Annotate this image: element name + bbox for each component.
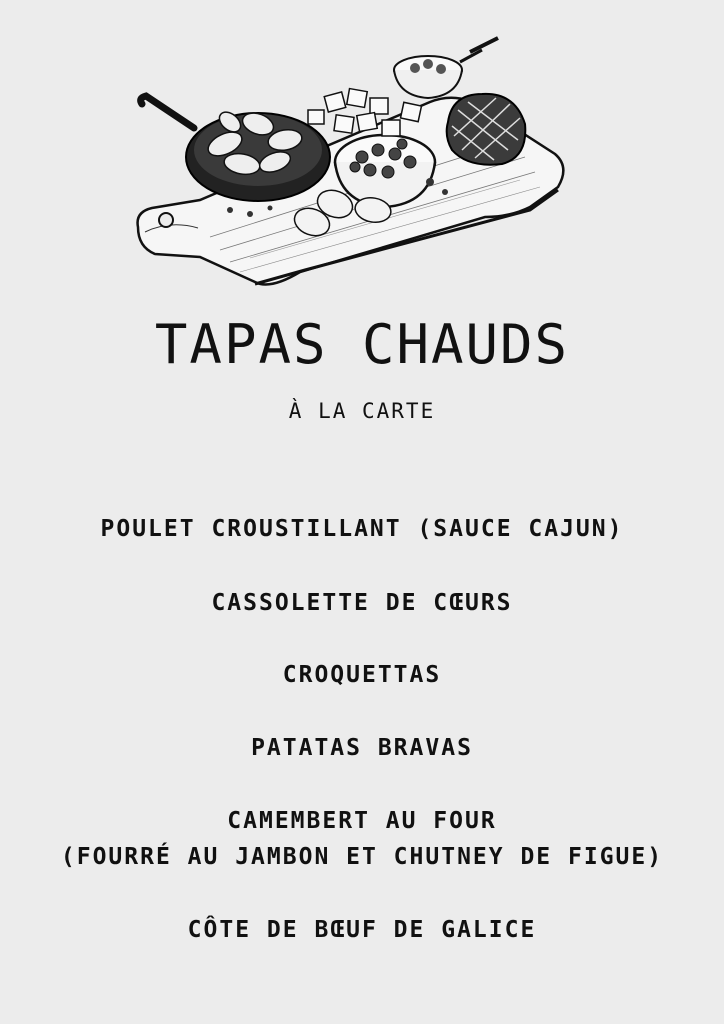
page-title: TAPAS CHAUDS bbox=[154, 313, 570, 376]
menu-item: PATATAS BRAVAS bbox=[251, 735, 473, 761]
page-subtitle: À LA CARTE bbox=[288, 399, 436, 423]
menu-item: CAMEMBERT AU FOUR bbox=[227, 808, 497, 834]
tapas-board-illustration bbox=[130, 32, 570, 294]
menu-item: POULET CROUSTILLANT (SAUCE CAJUN) bbox=[100, 516, 624, 542]
menu-item: CROQUETTAS bbox=[282, 662, 442, 688]
small-bowl-icon bbox=[394, 50, 482, 98]
menu-item-detail: (FOURRÉ AU JAMBON ET CHUTNEY DE FIGUE) bbox=[60, 844, 664, 870]
menu-item: CÔTE DE BŒUF DE GALICE bbox=[187, 917, 537, 943]
steak-icon bbox=[447, 38, 526, 165]
skillet-icon bbox=[141, 96, 330, 201]
menu-item: CASSOLETTE DE CŒURS bbox=[211, 590, 513, 616]
